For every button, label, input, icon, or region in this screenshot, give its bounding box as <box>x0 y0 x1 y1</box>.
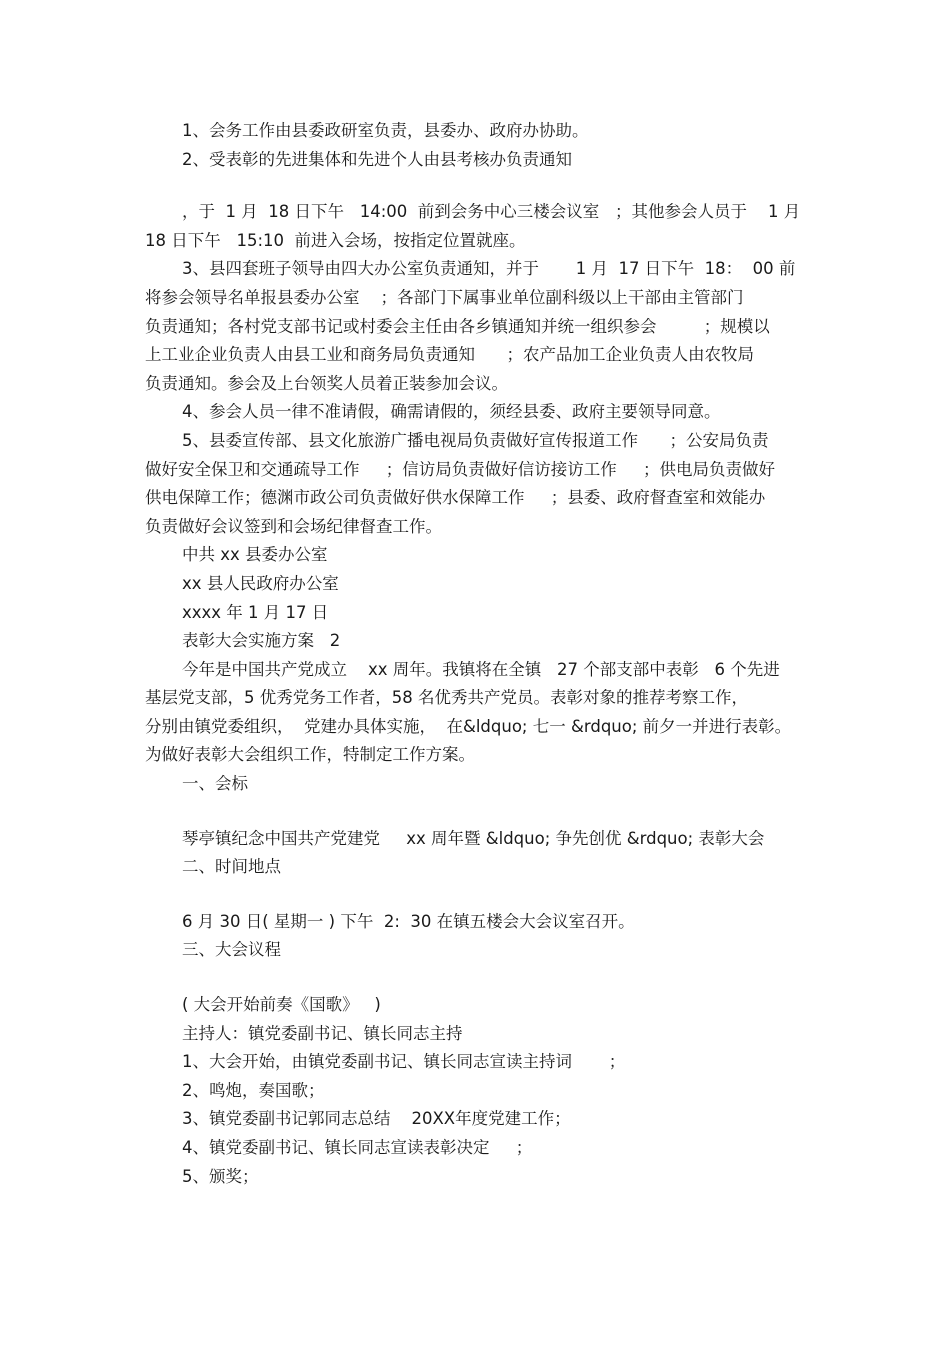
paragraph-line: 做好安全保卫和交通疏导工作 ；信访局负责做好信访接访工作 ；供电局负责做好 <box>145 459 775 479</box>
paragraph-line: 分别由镇党委组织， 党建办具体实施， 在&ldquo; 七一 &rdquo; 前夕一并进行表彰。 <box>145 716 792 736</box>
paragraph-line: 负责通知。参会及上台领奖人员着正装参加会议。 <box>145 373 508 393</box>
agenda-prelude: ( 大会开始前奏《国歌》 ) <box>182 995 381 1015</box>
paragraph-gap <box>145 882 805 908</box>
section-heading: 三、大会议程 <box>182 940 281 960</box>
paragraph-line: 今年是中国共产党成立 xx 周年。我镇将在全镇 27 个部支部中表彰 6 个先进 <box>182 659 780 679</box>
paragraph-line: 上工业企业负责人由县工业和商务局负责通知 ；农产品加工企业负责人由农牧局 <box>145 345 754 365</box>
paragraph-line: 4、参会人员一律不准请假，确需请假的，须经县委、政府主要领导同意。 <box>182 402 721 422</box>
paragraph-line: 为做好表彰大会组织工作，特制定工作方案。 <box>145 745 475 765</box>
paragraph-line: 1、会务工作由县委政研室负责，县委办、政府办协助。 <box>182 121 589 140</box>
agenda-item: 1、大会开始，由镇党委副书记、镇长同志宣读主持词 ； <box>182 1052 626 1072</box>
paragraph-gap <box>145 799 805 825</box>
signature-date: xxxx 年 1 月 17 日 <box>182 602 329 622</box>
plan-title: 表彰大会实施方案 2 <box>182 631 341 651</box>
paragraph-line: 5、县委宣传部、县文化旅游广播电视局负责做好宣传报道工作 ；公安局负责 <box>182 430 769 450</box>
paragraph-line: 基层党支部，5 优秀党务工作者，58 名优秀共产党员。表彰对象的推荐考察工作， <box>145 688 748 708</box>
paragraph-line: ，于 1 月 18 日下午 14:00 前到会务中心三楼会议室 ；其他参会人员于 1 月 <box>182 202 801 222</box>
document-body <box>145 117 805 1191</box>
agenda-item: 4、镇党委副书记、镇长同志宣读表彰决定 ； <box>182 1138 533 1157</box>
paragraph-gap <box>145 965 805 991</box>
agenda-item: 2、鸣炮，奏国歌； <box>182 1080 325 1100</box>
agenda-host: 主持人：镇党委副书记、镇长同志主持 <box>182 1023 463 1043</box>
paragraph-line: 供电保障工作；德渊市政公司负责做好供水保障工作 ；县委、政府督查室和效能办 <box>145 488 766 508</box>
section-heading: 二、时间地点 <box>182 857 281 877</box>
paragraph-gap <box>145 174 805 198</box>
paragraph-line: 2、受表彰的先进集体和先进个人由县考核办负责通知 <box>182 149 572 169</box>
paragraph-line: 将参会领导名单报县委办公室 ；各部门下属事业单位副科级以上干部由主管部门 <box>145 287 744 307</box>
section-heading: 一、会标 <box>182 774 248 794</box>
signature-issuer-party: 中共 xx 县委办公室 <box>182 545 328 565</box>
paragraph-line: 18 日下午 15:10 前进入会场，按指定位置就座。 <box>145 230 526 250</box>
paragraph-line: 3、县四套班子领导由四大办公室负责通知，并于 1 月 17 日下午 18： 00 前 <box>182 259 796 279</box>
paragraph-line: 负责通知；各村党支部书记或村委会主任由各乡镇通知并统一组织参会 ；规模以 <box>145 316 770 336</box>
section-body: 6 月 30 日( 星期一 ) 下午 2: 30 在镇五楼会大会议室召开。 <box>182 911 635 931</box>
paragraph-line: 负责做好会议签到和会场纪律督查工作。 <box>145 516 442 536</box>
section-body: 琴亭镇纪念中国共产党建党 xx 周年暨 &ldquo; 争先创优 &rdquo; 表彰大会 <box>182 828 765 848</box>
agenda-item: 3、镇党委副书记郭同志总结 20XX年度党建工作； <box>182 1109 571 1129</box>
signature-issuer-government: xx 县人民政府办公室 <box>182 573 339 593</box>
agenda-item: 5、颁奖； <box>182 1166 259 1186</box>
